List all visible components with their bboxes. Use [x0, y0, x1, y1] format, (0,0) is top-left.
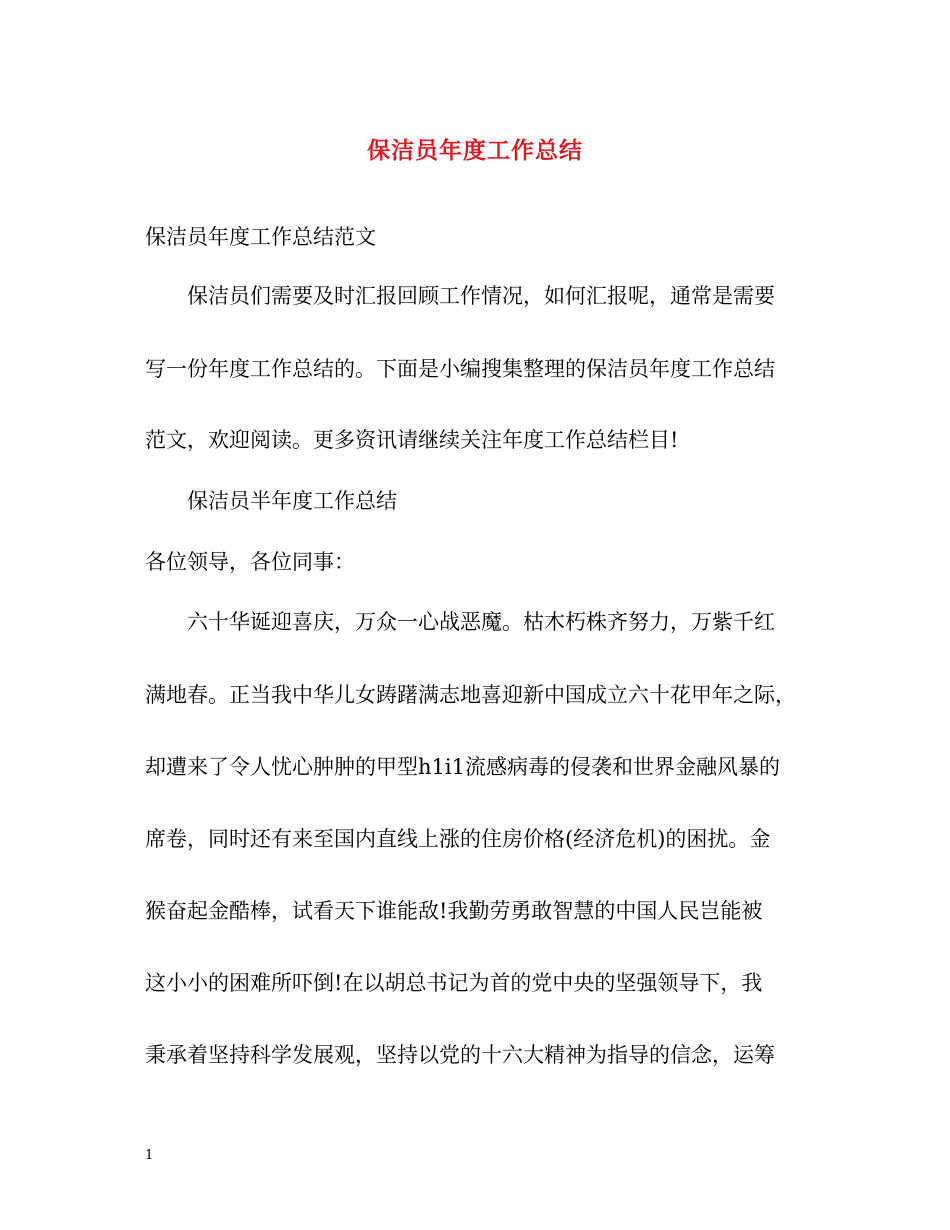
body-line: 席卷，同时还有来至国内直线上涨的住房价格(经济危机)的困扰。金	[145, 827, 771, 851]
body-line: 写一份年度工作总结的。下面是小编搜集整理的保洁员年度工作总结	[145, 357, 775, 381]
body-line: 六十华诞迎喜庆，万众一心战恶魔。枯木朽株齐努力，万紫千红	[187, 610, 775, 634]
body-line: 保洁员们需要及时汇报回顾工作情况，如何汇报呢，通常是需要	[187, 284, 775, 308]
body-line: 猴奋起金酷棒，试看天下谁能敌!我勤劳勇敢智慧的中国人民岂能被	[145, 899, 763, 923]
body-line: 满地春。正当我中华儿女踌躇满志地喜迎新中国成立六十花甲年之际，	[145, 683, 796, 707]
body-line: 这小小的困难所吓倒!在以胡总书记为首的党中央的坚强领导下，我	[145, 971, 763, 995]
salutation-line: 各位领导，各位同事：	[145, 550, 355, 574]
body-line: 却遭来了令人忧心肿肿的甲型h1i1流感病毒的侵袭和世界金融风暴的	[145, 755, 780, 779]
document-title: 保洁员年度工作总结	[367, 137, 583, 164]
section-heading: 保洁员半年度工作总结	[187, 489, 397, 513]
subtitle-line: 保洁员年度工作总结范文	[145, 225, 376, 249]
body-line: 范文，欢迎阅读。更多资讯请继续关注年度工作总结栏目!	[145, 428, 679, 452]
page-number: 1	[145, 1148, 154, 1163]
body-line: 秉承着坚持科学发展观，坚持以党的十六大精神为指导的信念，运筹	[145, 1043, 775, 1067]
